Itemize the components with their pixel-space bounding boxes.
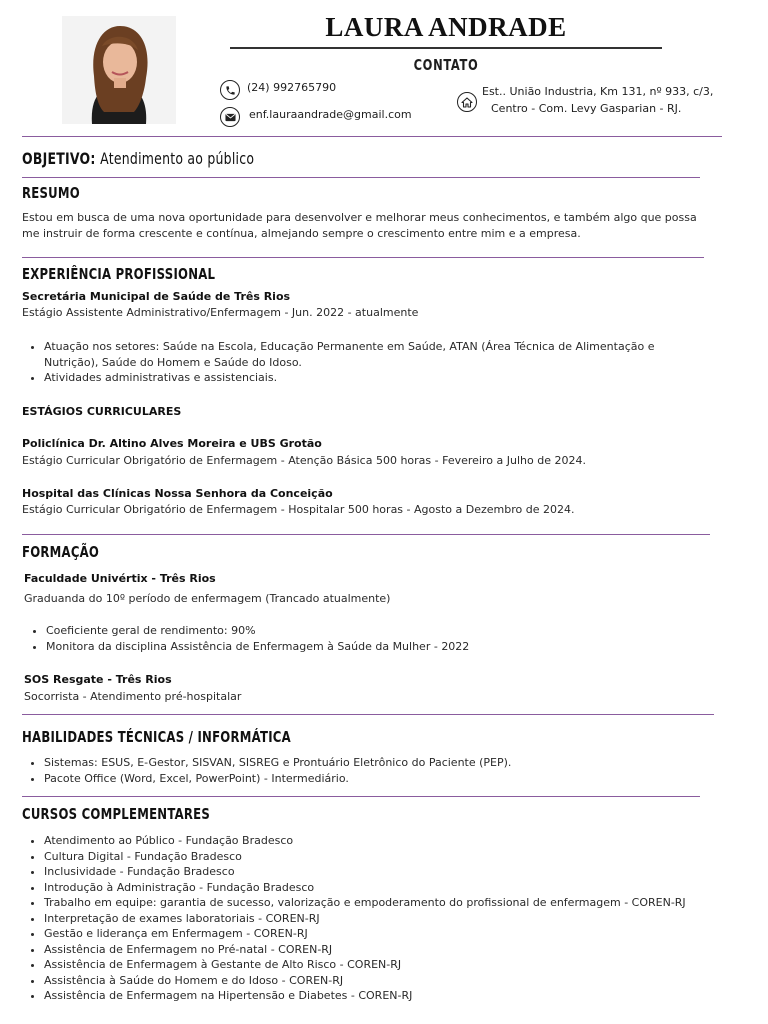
summary-line-1: Estou em busca de uma nova oportunidade para desenvolver e melhorar meus conhecimentos, e também algo que possa (22, 211, 697, 224)
skills-bullets (22, 755, 724, 786)
list-item: • Interpretação de exames laboratoriais - COREN-RJ (44, 911, 764, 927)
list-item: • Introdução à Administração - Fundação Bradesco (44, 880, 764, 896)
list-item: • Cultura Digital - Fundação Bradesco (44, 849, 764, 865)
list-item: • Inclusividade - Fundação Bradesco (44, 864, 764, 880)
list-item: • Sistemas: ESUS, E-Gestor, SISVAN, SISREG e Prontuário Eletrônico do Paciente (PEP). (44, 755, 724, 771)
education-heading: FORMAÇÃO (22, 543, 100, 561)
email-icon (220, 107, 240, 127)
summary-line-2: me instruir de forma crescente e contínua, almejando sempre o crescimento entre mim e a empresa. (22, 227, 581, 240)
list-item: • Atividades administrativas e assistenciais. (44, 370, 704, 386)
experience-bullets (22, 339, 704, 386)
header-divider (22, 136, 722, 137)
internship-1-name: Policlínica Dr. Altino Alves Moreira e UBS Grotão (22, 437, 322, 450)
school-2-name: SOS Resgate - Três Rios (24, 673, 172, 686)
internship-2-name: Hospital das Clínicas Nossa Senhora da Conceição (22, 487, 333, 500)
address-line-2: Centro - Com. Levy Gasparian - RJ. (491, 102, 682, 115)
list-item: • Assistência à Saúde do Homem e do Idoso - COREN-RJ (44, 973, 764, 989)
skills-divider (22, 796, 700, 797)
employer-role: Estágio Assistente Administrativo/Enfermagem - Jun. 2022 - atualmente (22, 306, 419, 319)
skills-heading: HABILIDADES TÉCNICAS / INFORMÁTICA (22, 728, 291, 746)
list-item: • Monitora da disciplina Assistência de Enfermagem à Saúde da Mulher - 2022 (46, 639, 706, 655)
phone-icon (220, 80, 240, 100)
experience-heading: EXPERIÊNCIA PROFISSIONAL (22, 265, 216, 283)
school-2-desc: Socorrista - Atendimento pré-hospitalar (24, 690, 242, 703)
address-line-1: Est.. União Industria, Km 131, nº 933, c/3, (482, 85, 714, 98)
school-1-name: Faculdade Univértix - Três Rios (24, 572, 216, 585)
summary-heading: RESUMO (22, 184, 80, 202)
list-item: • Atendimento ao Público - Fundação Bradesco (44, 833, 764, 849)
objective-value: Atendimento ao público (100, 149, 255, 168)
objective-divider (22, 177, 700, 178)
candidate-name: LAURA ANDRADE (325, 12, 567, 42)
list-item: • Atuação nos setores: Saúde na Escola, Educação Permanente em Saúde, ATAN (Área Técnica de Alimentação e Nutrição), Saúde do Homem e Saúde do Idoso. (44, 339, 704, 370)
employer-name: Secretária Municipal de Saúde de Três Rios (22, 290, 291, 303)
objective-heading (22, 149, 254, 168)
phone-text: (24) 992765790 (247, 81, 337, 94)
list-item: • Coeficiente geral de rendimento: 90% (46, 623, 706, 639)
list-item: • Assistência de Enfermagem no Pré-natal - COREN-RJ (44, 942, 764, 958)
education-bullets (24, 623, 706, 654)
list-item: • Gestão e liderança em Enfermagem - COREN-RJ (44, 926, 764, 942)
name-divider (230, 47, 662, 49)
list-item: • Assistência de Enfermagem na Hipertensão e Diabetes - COREN-RJ (44, 988, 764, 1004)
profile-photo (62, 16, 176, 124)
list-item: • Pacote Office (Word, Excel, PowerPoint) - Intermediário. (44, 771, 724, 787)
email-text: enf.lauraandrade@gmail.com (249, 108, 412, 121)
list-item: • Assistência de Enfermagem à Gestante de Alto Risco - COREN-RJ (44, 957, 764, 973)
summary-divider (22, 257, 704, 258)
objective-label: OBJETIVO: (22, 149, 96, 168)
internships-heading: ESTÁGIOS CURRICULARES (22, 405, 182, 418)
school-1-desc: Graduanda do 10º período de enfermagem (Trancado atualmente) (24, 592, 391, 605)
courses-heading: CURSOS COMPLEMENTARES (22, 805, 211, 823)
courses-bullets (22, 833, 764, 1004)
experience-divider (22, 534, 710, 535)
internship-2-desc: Estágio Curricular Obrigatório de Enfermagem - Hospitalar 500 horas - Agosto a Dezembro de 2024. (22, 503, 575, 516)
internship-1-desc: Estágio Curricular Obrigatório de Enfermagem - Atenção Básica 500 horas - Fevereiro a Julho de 2024. (22, 454, 586, 467)
home-icon (457, 92, 477, 112)
education-divider (22, 714, 714, 715)
contact-title: CONTATO (413, 56, 479, 74)
list-item: • Trabalho em equipe: garantia de sucesso, valorização e empoderamento do profissional de enfermagem - COREN-RJ (44, 895, 764, 911)
